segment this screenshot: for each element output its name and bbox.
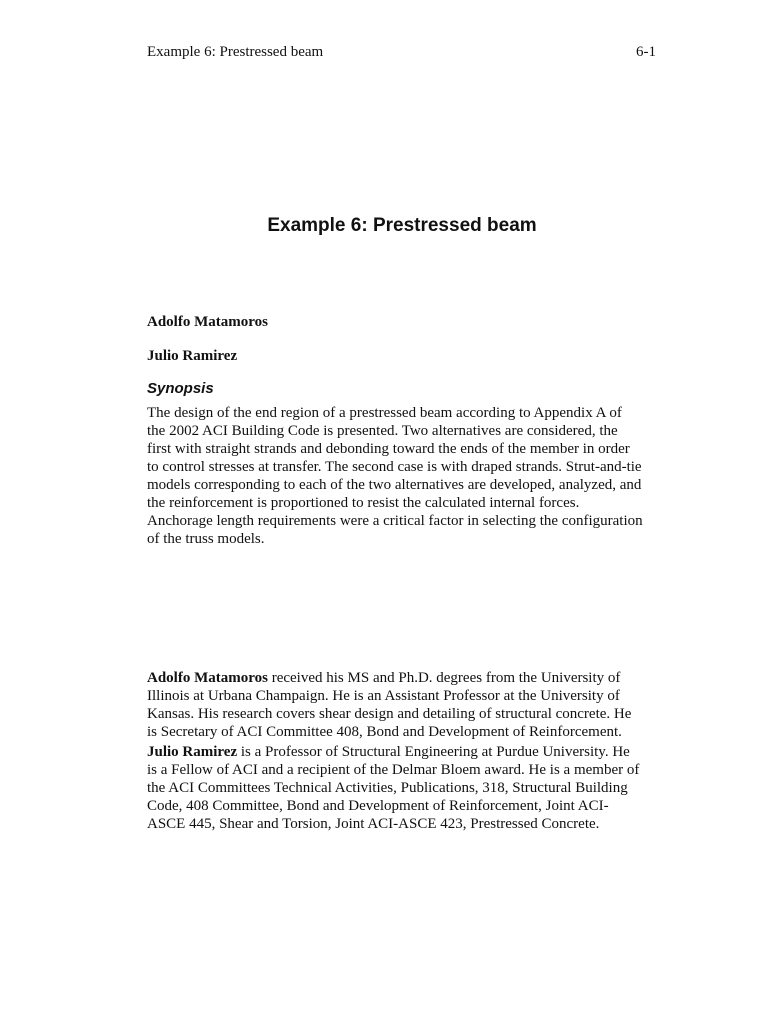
synopsis-line: models corresponding to each of the two alternatives are developed, analyzed, and bbox=[147, 477, 642, 493]
synopsis-line: Anchorage length requirements were a critical factor in selecting the configuration bbox=[147, 513, 643, 529]
page-number: 6-1 bbox=[636, 44, 656, 60]
bio-line: Kansas. His research covers shear design and detailing of structural concrete. He bbox=[147, 706, 632, 722]
bio-first-line bbox=[147, 743, 664, 761]
bio-line: is Secretary of ACI Committee 408, Bond and Development of Reinforcement. bbox=[147, 724, 622, 740]
bio-line: Illinois at Urbana Champaign. He is an Assistant Professor at the University of bbox=[147, 688, 620, 704]
bio-line: is a Fellow of ACI and a recipient of the Delmar Bloem award. He is a member of bbox=[147, 762, 640, 778]
author-name: Adolfo Matamoros bbox=[147, 314, 268, 330]
synopsis-line: the 2002 ACI Building Code is presented. Two alternatives are considered, the bbox=[147, 423, 618, 439]
author-name: Julio Ramirez bbox=[147, 348, 238, 364]
synopsis-line: first with straight strands and debonding toward the ends of the member in order bbox=[147, 441, 630, 457]
synopsis-line: The design of the end region of a prestressed beam according to Appendix A of bbox=[147, 405, 622, 421]
synopsis-line: of the truss models. bbox=[147, 531, 265, 547]
synopsis-heading: Synopsis bbox=[147, 380, 214, 397]
bio-text: received his MS and Ph.D. degrees from the University of bbox=[267, 670, 621, 686]
bio-line: the ACI Committees Technical Activities, Publications, 318, Structural Building bbox=[147, 780, 628, 796]
bio-line: Code, 408 Committee, Bond and Development of Reinforcement, Joint ACI- bbox=[147, 798, 609, 814]
document-title: Example 6: Prestressed beam bbox=[267, 215, 537, 236]
bio-author-name: Julio Ramirez bbox=[147, 744, 238, 760]
synopsis-paragraph bbox=[147, 404, 664, 548]
synopsis-line: to control stresses at transfer. The second case is with draped strands. Strut-and-tie bbox=[147, 459, 642, 475]
bio-first-line bbox=[147, 669, 664, 687]
bio-line: ASCE 445, Shear and Torsion, Joint ACI-ASCE 423, Prestressed Concrete. bbox=[147, 816, 600, 832]
bio-text: is a Professor of Structural Engineering at Purdue University. He bbox=[237, 744, 630, 760]
synopsis-line: the reinforcement is proportioned to resist the calculated internal forces. bbox=[147, 495, 580, 511]
bio-author-name: Adolfo Matamoros bbox=[147, 670, 268, 686]
author-bio-ramirez bbox=[147, 743, 664, 833]
running-head-title: Example 6: Prestressed beam bbox=[147, 44, 324, 60]
author-bio-matamoros bbox=[147, 669, 664, 741]
